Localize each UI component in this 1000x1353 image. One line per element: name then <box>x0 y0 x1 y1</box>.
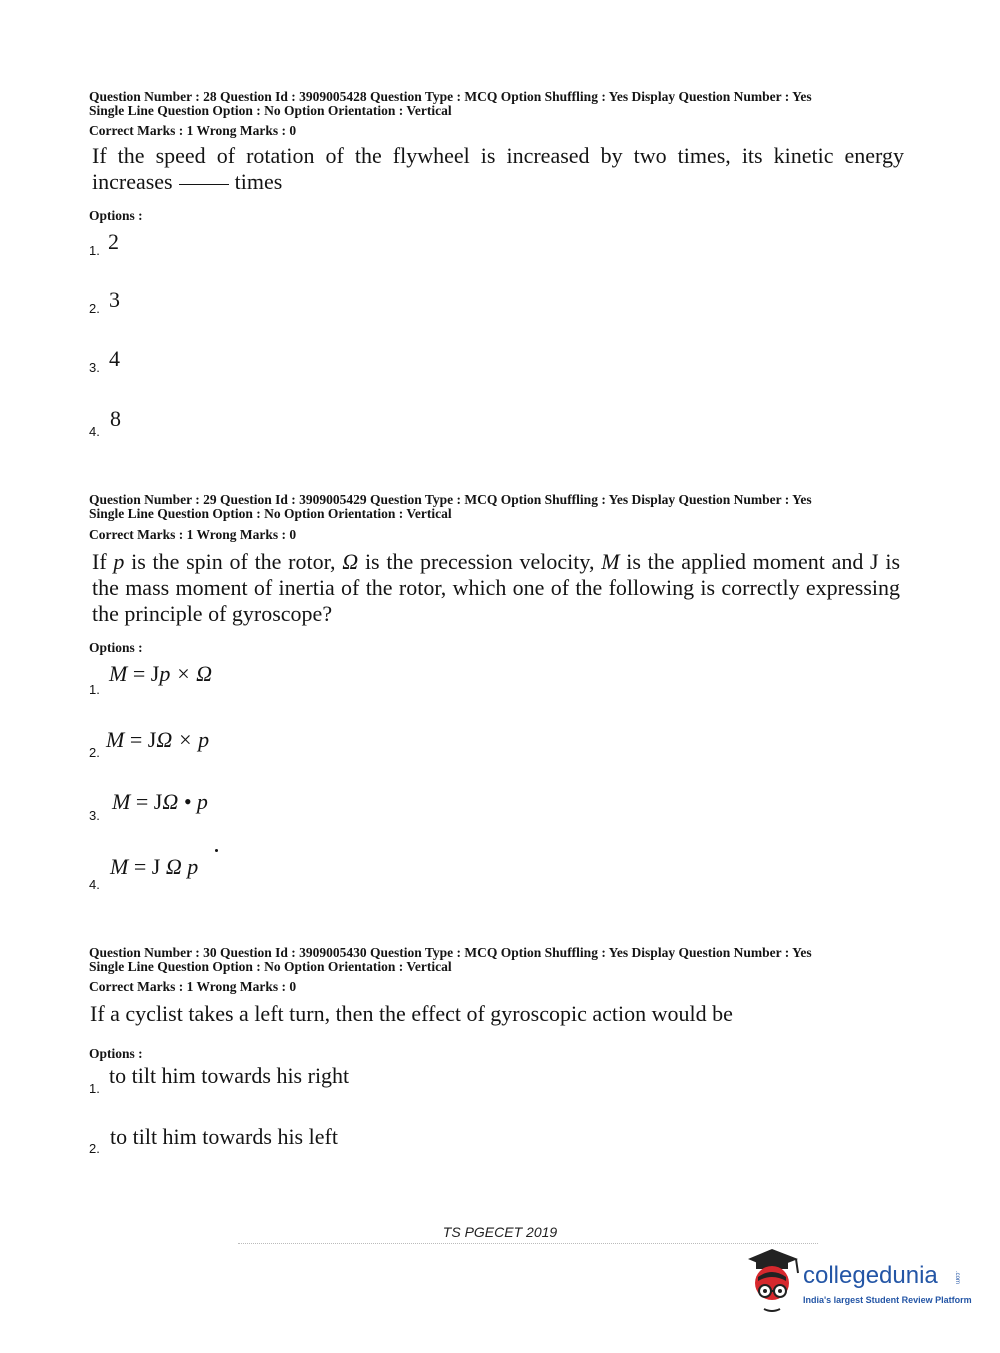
option-number: 2. <box>89 301 100 316</box>
formula-eq: = <box>124 727 148 752</box>
option-number: 2. <box>89 1141 100 1156</box>
q28-meta-line1: Question Number : 28 Question Id : 3909005428 Question Type : MCQ Option Shuffling : Yes Display Question Number : Yes <box>89 89 812 104</box>
q30-options-label: Options : <box>89 1046 143 1061</box>
option-number: 3. <box>89 360 100 375</box>
q28-meta-line2: Single Line Question Option : No Option Orientation : Vertical <box>89 103 452 118</box>
q28-question-text <box>92 143 904 195</box>
q29-text-seg4: is the applied moment and J is the mass moment of inertia of the rotor, which one of the following is correctly expressing the principle of gyroscope? <box>92 549 901 626</box>
formula-lhs: M <box>106 727 125 752</box>
option-formula <box>109 661 212 687</box>
formula-eq: = <box>127 661 151 686</box>
formula-lhs: M <box>112 789 131 814</box>
option-formula <box>112 789 208 815</box>
brand-suffix: .com <box>954 1271 960 1285</box>
q29-meta-line2: Single Line Question Option : No Option Orientation : Vertical <box>89 506 452 521</box>
formula-rest: Ω p <box>160 854 199 879</box>
option-number: 2. <box>89 745 100 760</box>
q28-blank <box>179 184 229 185</box>
option-number: 1. <box>89 1081 100 1096</box>
q29-text-seg1: If <box>92 549 114 574</box>
collegedunia-logo[interactable] <box>742 1247 972 1319</box>
q29-var-omega: Ω <box>342 549 359 574</box>
q30-marks: Correct Marks : 1 Wrong Marks : 0 <box>89 979 297 994</box>
q29-var-p: p <box>113 549 125 574</box>
q30-question-text: If a cyclist takes a left turn, then the effect of gyroscopic action would be <box>90 1001 733 1026</box>
derivative-dot <box>215 849 218 852</box>
q30-meta-line1: Question Number : 30 Question Id : 3909005430 Question Type : MCQ Option Shuffling : Yes Display Question Number : Yes <box>89 945 812 960</box>
formula-rest: Ω • p <box>162 789 208 814</box>
option-formula <box>110 854 198 880</box>
option-value: 3 <box>109 287 120 312</box>
q29-text-seg2: is the spin of the rotor, <box>124 549 343 574</box>
brand-tagline: India's largest Student Review Platform <box>803 1295 972 1305</box>
formula-lhs: M <box>109 661 128 686</box>
q29-meta-line1: Question Number : 29 Question Id : 3909005429 Question Type : MCQ Option Shuffling : Yes Display Question Number : Yes <box>89 492 812 507</box>
option-number: 3. <box>89 808 100 823</box>
option-value: to tilt him towards his left <box>110 1124 338 1149</box>
q29-marks: Correct Marks : 1 Wrong Marks : 0 <box>89 527 297 542</box>
option-number: 1. <box>89 243 100 258</box>
option-number: 4. <box>89 424 100 439</box>
q28-text-part2: times <box>234 169 283 194</box>
q29-text-seg3: is the precession velocity, <box>358 549 602 574</box>
q29-options-label: Options : <box>89 640 143 655</box>
brand-name: collegedunia <box>803 1262 938 1289</box>
q29-var-m: M <box>601 549 620 574</box>
formula-j: J <box>150 661 160 686</box>
formula-rest: Ω × p <box>156 727 210 752</box>
footer-divider <box>238 1243 818 1244</box>
option-formula <box>106 727 209 753</box>
footer-exam-name: TS PGECET 2019 <box>442 1224 558 1240</box>
option-value: 4 <box>109 346 120 371</box>
formula-rest: p × Ω <box>159 661 213 686</box>
q30-meta-line2: Single Line Question Option : No Option Orientation : Vertical <box>89 959 452 974</box>
q28-marks: Correct Marks : 1 Wrong Marks : 0 <box>89 123 297 138</box>
option-value: to tilt him towards his right <box>109 1063 350 1088</box>
q29-question-text <box>92 549 900 627</box>
formula-lhs: M <box>110 854 129 879</box>
q28-text-part1: If the speed of rotation of the flywheel is increased by two times, its kinetic energy increases <box>92 143 904 194</box>
formula-j: J <box>151 854 161 879</box>
formula-j: J <box>153 789 163 814</box>
formula-j: J <box>147 727 157 752</box>
option-value: 2 <box>108 229 119 254</box>
formula-eq: = <box>130 789 154 814</box>
formula-eq: = <box>128 854 152 879</box>
option-number: 1. <box>89 682 100 697</box>
option-number: 4. <box>89 877 100 892</box>
q28-options-label: Options : <box>89 208 143 223</box>
option-value: 8 <box>110 406 121 431</box>
mascot-icon <box>742 1247 804 1319</box>
